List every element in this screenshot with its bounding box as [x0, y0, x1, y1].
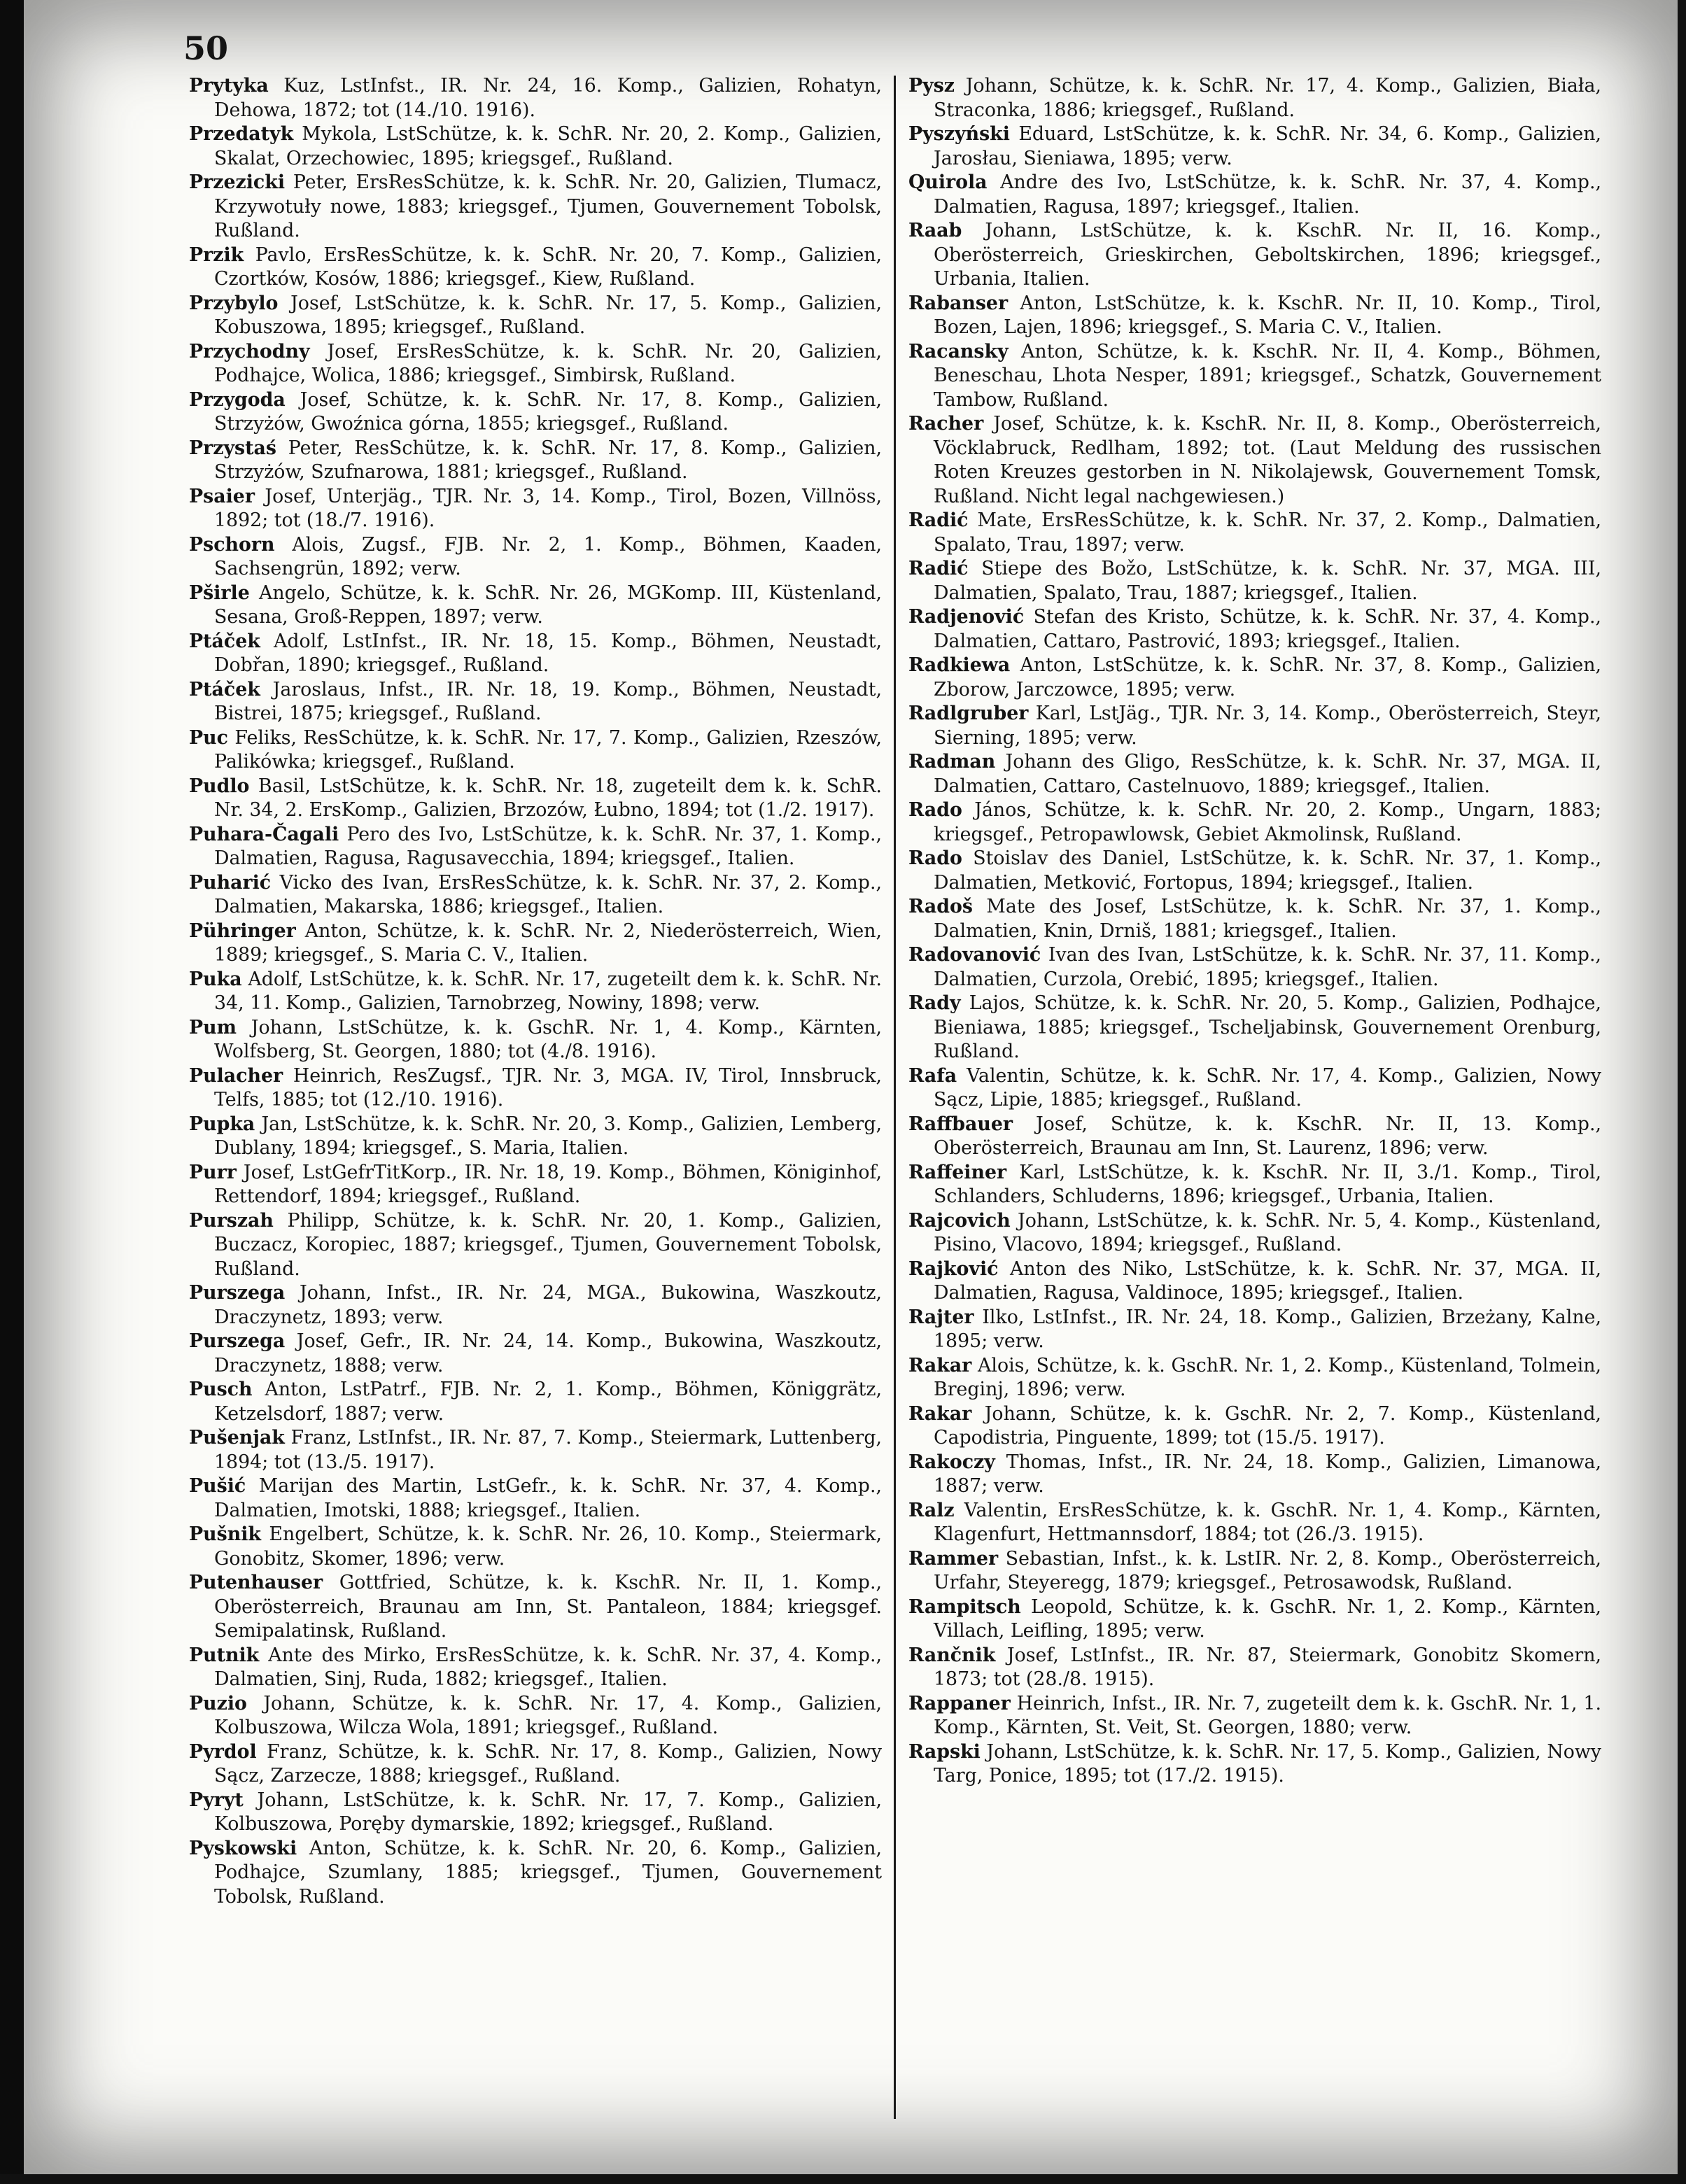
list-entry — [908, 1402, 1601, 1451]
entry-details: Johann des Gligo, ResSchütze, k. k. SchR. Nr. 37, MGA. II, Dalmatien, Cattaro, Castelnuovo, 1889; kriegsgef., Italien. — [934, 751, 1601, 797]
entry-surname: Pušić — [189, 1475, 246, 1497]
entry-details: Gottfried, Schütze, k. k. KschR. Nr. II, 1. Komp., Oberösterreich, Braunau am Inn, St. Pantaleon, 1884; kriegsgef. Semipalatinsk, Rußland. — [214, 1572, 882, 1642]
entry-details: Johann, LstSchütze, k. k. SchR. Nr. 17, 5. Komp., Galizien, Nowy Targ, Ponice, 1895; tot (17./2. 1915). — [934, 1740, 1601, 1787]
entry-details: Stefan des Kristo, Schütze, k. k. SchR. Nr. 37, 4. Komp., Dalmatien, Cattaro, Pastrović, 1893; kriegsgef., Italien. — [934, 606, 1601, 652]
entry-details: Marijan des Martin, LstGefr., k. k. SchR. Nr. 37, 4. Komp., Dalmatien, Imotski, 1888; kriegsgef., Italien. — [214, 1475, 882, 1521]
entry-surname: Rady — [908, 992, 961, 1014]
list-entry — [908, 1209, 1601, 1257]
entry-details: Kuz, LstInfst., IR. Nr. 24, 16. Komp., Galizien, Rohatyn, Dehowa, 1872; tot (14./10. 1916). — [214, 75, 882, 121]
entry-surname: Radman — [908, 751, 996, 773]
entry-surname: Ralz — [908, 1499, 955, 1521]
list-entry — [189, 582, 882, 630]
list-entry — [189, 726, 882, 775]
list-entry — [908, 412, 1601, 509]
entry-surname: Rammer — [908, 1547, 999, 1570]
list-entry — [189, 871, 882, 920]
list-entry — [189, 485, 882, 533]
entry-details: Heinrich, ResZugsf., TJR. Nr. 3, MGA. IV, Tirol, Innsbruck, Telfs, 1885; tot (12./10. 1916). — [214, 1064, 882, 1111]
list-entry — [189, 1281, 882, 1330]
list-entry — [189, 678, 882, 726]
entry-details: Anton, LstPatrf., FJB. Nr. 2, 1. Komp., Böhmen, Königgrätz, Ketzelsdorf, 1887; verw. — [214, 1379, 882, 1425]
entry-surname: Radić — [908, 509, 969, 531]
list-entry — [908, 1644, 1601, 1692]
list-entry — [189, 437, 882, 485]
right-column — [908, 74, 1601, 1789]
entry-details: Josef, Gefr., IR. Nr. 24, 14. Komp., Bukowina, Waszkoutz, Draczynetz, 1888; verw. — [214, 1330, 882, 1376]
entry-details: Josef, Schütze, k. k. KschR. Nr. II, 13. Komp., Oberösterreich, Braunau am Inn, St. Laurenz, 1896; verw. — [934, 1113, 1601, 1159]
entry-surname: Rapski — [908, 1740, 981, 1763]
list-entry — [189, 968, 882, 1016]
entry-surname: Rajković — [908, 1257, 999, 1280]
entry-surname: Ptáček — [189, 630, 260, 652]
entry-surname: Pyszyński — [908, 123, 1010, 145]
entry-details: Philipp, Schütze, k. k. SchR. Nr. 20, 1. Komp., Galizien, Buczacz, Koropiec, 1887; kriegsgef., Tjumen, Gouvernement Tobolsk, Rußland. — [214, 1209, 882, 1280]
entry-surname: Rajter — [908, 1306, 974, 1328]
list-entry — [908, 702, 1601, 750]
entry-details: Leopold, Schütze, k. k. GschR. Nr. 1, 2. Komp., Kärnten, Villach, Leifling, 1895; verw. — [934, 1595, 1601, 1642]
entry-details: Johann, Infst., IR. Nr. 24, MGA., Bukowina, Waszkoutz, Draczynetz, 1893; verw. — [214, 1282, 882, 1328]
entry-details: Alois, Schütze, k. k. GschR. Nr. 1, 2. Komp., Küstenland, Tolmein, Breginj, 1896; verw. — [934, 1354, 1601, 1400]
left-column — [189, 74, 882, 1909]
entry-details: Josef, LstInfst., IR. Nr. 87, Steiermark, Gonobitz Skomern, 1873; tot (28./8. 1915). — [934, 1644, 1601, 1690]
entry-surname: Purszah — [189, 1209, 274, 1232]
list-entry — [908, 1740, 1601, 1789]
entry-details: Mate des Josef, LstSchütze, k. k. SchR. Nr. 37, 1. Komp., Dalmatien, Knin, Drniš, 1881; kriegsgef., Italien. — [934, 896, 1601, 942]
entry-details: Sebastian, Infst., k. k. LstIR. Nr. 2, 8. Komp., Oberösterreich, Urfahr, Steyeregg, 1879; kriegsgef., Petrosawodsk, Rußland. — [934, 1547, 1601, 1593]
entry-surname: Przezicki — [189, 171, 285, 193]
entry-surname: Rabanser — [908, 292, 1009, 314]
scan-edge-left — [0, 0, 24, 2184]
entry-surname: Puka — [189, 968, 242, 990]
entry-surname: Rakar — [908, 1402, 972, 1425]
entry-surname: Rakoczy — [908, 1451, 995, 1473]
entry-details: Franz, LstInfst., IR. Nr. 87, 7. Komp., Steiermark, Luttenberg, 1894; tot (13./5. 1917). — [214, 1427, 882, 1473]
entry-details: Peter, ResSchütze, k. k. SchR. Nr. 17, 8. Komp., Galizien, Strzyżów, Szufnarowa, 1881; kriegsgef., Rußland. — [214, 437, 882, 483]
entry-surname: Psaier — [189, 485, 255, 507]
entry-details: Stiepe des Božo, LstSchütze, k. k. SchR. Nr. 37, MGA. III, Dalmatien, Spalato, Trau, 1887; kriegsgef., Italien. — [934, 558, 1601, 604]
list-entry — [908, 122, 1601, 171]
entry-surname: Pum — [189, 1016, 237, 1038]
entry-details: Josef, Unterjäg., TJR. Nr. 3, 14. Komp., Tirol, Bozen, Villnöss, 1892; tot (18./7. 1916). — [214, 485, 882, 531]
entry-surname: Puhara-Čagali — [189, 823, 339, 845]
list-entry — [189, 292, 882, 340]
list-entry — [189, 1330, 882, 1378]
entry-surname: Pušnik — [189, 1523, 261, 1545]
list-entry — [189, 1426, 882, 1474]
entry-surname: Przik — [189, 244, 244, 266]
entry-details: Johann, LstSchütze, k. k. KschR. Nr. II, 16. Komp., Oberösterreich, Grieskirchen, Geboltskirchen, 1896; kriegsgef., Urbania, Italien. — [934, 220, 1601, 290]
entry-details: Angelo, Schütze, k. k. SchR. Nr. 26, MGKomp. III, Küstenland, Sesana, Groß-Reppen, 1897; verw. — [214, 582, 882, 628]
entry-surname: Putnik — [189, 1644, 260, 1666]
entry-details: Anton, LstSchütze, k. k. KschR. Nr. II, 10. Komp., Tirol, Bozen, Lajen, 1896; kriegsgef., S. Maria C. V., Italien. — [934, 292, 1601, 338]
entry-surname: Pusch — [189, 1379, 253, 1400]
entry-details: Ante des Mirko, ErsResSchütze, k. k. SchR. Nr. 37, 4. Komp., Dalmatien, Sinj, Ruda, 1882; kriegsgef., Italien. — [214, 1644, 882, 1690]
scan-edge-right — [1678, 0, 1686, 2184]
entry-surname: Radoš — [908, 896, 973, 917]
entry-surname: Przychodny — [189, 340, 310, 362]
list-entry — [908, 1547, 1601, 1595]
entry-surname: Prytyka — [189, 75, 269, 97]
list-entry — [189, 1740, 882, 1789]
entry-surname: Przystaś — [189, 437, 276, 459]
entry-surname: Pširle — [189, 582, 250, 604]
list-entry — [908, 171, 1601, 219]
list-entry — [908, 1451, 1601, 1499]
entry-surname: Pupka — [189, 1113, 255, 1135]
list-entry — [908, 1595, 1601, 1644]
list-entry — [908, 557, 1601, 605]
entry-details: Vicko des Ivan, ErsResSchütze, k. k. SchR. Nr. 37, 2. Komp., Dalmatien, Makarska, 1886; kriegsgef., Italien. — [214, 871, 882, 917]
entry-surname: Puzio — [189, 1692, 247, 1714]
list-entry — [189, 1474, 882, 1523]
list-entry — [189, 920, 882, 968]
entry-surname: Rappaner — [908, 1692, 1011, 1714]
list-entry — [189, 630, 882, 678]
entry-details: Feliks, ResSchütze, k. k. SchR. Nr. 17, 7. Komp., Galizien, Rzeszów, Palikówka; kriegsgef., Rußland. — [214, 726, 882, 773]
entry-details: Pero des Ivo, LstSchütze, k. k. SchR. Nr. 37, 1. Komp., Dalmatien, Ragusa, Ragusavecchia, 1894; kriegsgef., Italien. — [214, 823, 882, 869]
scan-edge-bottom — [0, 2174, 1686, 2184]
entry-surname: Rakar — [908, 1354, 972, 1376]
entry-details: Stoislav des Daniel, LstSchütze, k. k. SchR. Nr. 37, 1. Komp., Dalmatien, Metković, Fortopus, 1894; kriegsgef., Italien. — [934, 847, 1601, 894]
entry-surname: Purr — [189, 1161, 237, 1183]
entry-details: Engelbert, Schütze, k. k. SchR. Nr. 26, 10. Komp., Steiermark, Gonobitz, Skomer, 1896; verw. — [214, 1523, 882, 1570]
entry-surname: Pyrdol — [189, 1740, 257, 1763]
entry-details: Pavlo, ErsResSchütze, k. k. SchR. Nr. 20, 7. Komp., Galizien, Czortków, Kosów, 1886; kriegsgef., Kiew, Rußland. — [214, 244, 882, 290]
entry-surname: Rado — [908, 847, 962, 869]
entry-details: Johann, LstSchütze, k. k. GschR. Nr. 1, 4. Komp., Kärnten, Wolfsberg, St. Georgen, 1880; tot (4./8. 1916). — [214, 1016, 882, 1062]
entry-surname: Przybylo — [189, 292, 279, 314]
list-entry — [908, 605, 1601, 654]
list-entry — [189, 533, 882, 582]
entry-details: Karl, LstSchütze, k. k. KschR. Nr. II, 3./1. Komp., Tirol, Schlanders, Schluderns, 1896; kriegsgef., Urbania, Italien. — [934, 1161, 1601, 1207]
list-entry — [908, 1306, 1601, 1354]
entry-details: Johann, Schütze, k. k. GschR. Nr. 2, 7. Komp., Küstenland, Capodistria, Pinguente, 1899; tot (15./5. 1917). — [934, 1402, 1601, 1449]
list-entry — [908, 1499, 1601, 1547]
entry-details: Karl, LstJäg., TJR. Nr. 3, 14. Komp., Oberösterreich, Steyr, Sierning, 1895; verw. — [934, 703, 1601, 749]
list-entry — [908, 1113, 1601, 1161]
entry-details: Adolf, LstSchütze, k. k. SchR. Nr. 17, zugeteilt dem k. k. SchR. Nr. 34, 11. Komp., Galizien, Tarnobrzeg, Nowiny, 1898; verw. — [214, 968, 882, 1014]
entry-surname: Puharić — [189, 871, 272, 894]
entry-surname: Rajcovich — [908, 1209, 1011, 1232]
entry-details: Thomas, Infst., IR. Nr. 24, 18. Komp., Galizien, Limanowa, 1887; verw. — [934, 1451, 1601, 1497]
list-entry — [189, 122, 882, 171]
list-entry — [189, 1064, 882, 1113]
list-entry — [908, 943, 1601, 992]
entry-surname: Przedatyk — [189, 123, 294, 145]
list-entry — [908, 509, 1601, 557]
entry-surname: Radlgruber — [908, 703, 1029, 724]
entry-details: Josef, ErsResSchütze, k. k. SchR. Nr. 20, Galizien, Podhajce, Wolica, 1886; kriegsgef., Simbirsk, Rußland. — [214, 340, 882, 386]
list-entry — [908, 1257, 1601, 1306]
entry-surname: Rančnik — [908, 1644, 996, 1666]
entry-surname: Putenhauser — [189, 1572, 323, 1593]
entry-details: Johann, Schütze, k. k. SchR. Nr. 17, 4. Komp., Galizien, Kolbuszowa, Wilcza Wola, 1891; kriegsgef., Rußland. — [214, 1692, 882, 1738]
entry-details: Josef, LstGefrTitKorp., IR. Nr. 18, 19. Komp., Böhmen, Königinhof, Rettendorf, 1894; kriegsgef., Rußland. — [214, 1161, 882, 1207]
entry-details: Eduard, LstSchütze, k. k. SchR. Nr. 34, 6. Komp., Galizien, Jarosłau, Sieniawa, 1895; verw. — [934, 123, 1601, 169]
entry-details: Lajos, Schütze, k. k. SchR. Nr. 20, 5. Komp., Galizien, Podhajce, Bieniawa, 1885; kriegsgef., Tscheljabinsk, Gouvernement Orenburg, Rußland. — [934, 992, 1601, 1062]
entry-details: Josef, Schütze, k. k. KschR. Nr. II, 8. Komp., Oberösterreich, Vöcklabruck, Redlham, 1892; tot. (Laut Meldung des russischen Roten Kreuzes gestorben in N. Nikolajewsk, Gouvernement Tomsk, Rußland. Nicht legal nachgewiesen.) — [934, 413, 1601, 507]
list-entry — [189, 340, 882, 388]
entry-details: Franz, Schütze, k. k. SchR. Nr. 17, 8. Komp., Galizien, Nowy Sącz, Zarzecze, 1888; kriegsgef., Rußland. — [214, 1740, 882, 1787]
list-entry — [189, 1016, 882, 1064]
entry-surname: Purszega — [189, 1282, 286, 1304]
list-entry — [189, 823, 882, 871]
list-entry — [908, 340, 1601, 413]
entry-surname: Pudlo — [189, 775, 250, 797]
list-entry — [189, 775, 882, 823]
entry-details: Heinrich, Infst., IR. Nr. 7, zugeteilt dem k. k. GschR. Nr. 1, 1. Komp., Kärnten, St. Veit, St. Georgen, 1880; verw. — [934, 1692, 1601, 1738]
entry-details: Anton des Niko, LstSchütze, k. k. SchR. Nr. 37, MGA. II, Dalmatien, Ragusa, Valdinoce, 1895; kriegsgef., Italien. — [934, 1257, 1601, 1304]
list-entry — [908, 1064, 1601, 1113]
entry-surname: Purszega — [189, 1330, 286, 1352]
list-entry — [908, 750, 1601, 798]
list-entry — [189, 1837, 882, 1910]
list-entry — [908, 992, 1601, 1064]
list-entry — [908, 74, 1601, 122]
entry-surname: Rado — [908, 799, 962, 821]
list-entry — [908, 654, 1601, 702]
list-entry — [908, 1692, 1601, 1740]
entry-details: Valentin, Schütze, k. k. SchR. Nr. 17, 4. Komp., Galizien, Nowy Sącz, Lipie, 1885; kriegsgef., Rußland. — [934, 1064, 1601, 1111]
entry-details: Basil, LstSchütze, k. k. SchR. Nr. 18, zugeteilt dem k. k. SchR. Nr. 34, 2. ErsKomp., Galizien, Brzozów, Łubno, 1894; tot (1./2. 1917). — [214, 775, 882, 821]
entry-details: Adolf, LstInfst., IR. Nr. 18, 15. Komp., Böhmen, Neustadt, Dobřan, 1890; kriegsgef., Rußland. — [214, 630, 882, 676]
entry-details: Anton, Schütze, k. k. SchR. Nr. 2, Niederösterreich, Wien, 1889; kriegsgef., S. Maria C. V., Italien. — [214, 920, 882, 966]
entry-surname: Pušenjak — [189, 1427, 285, 1449]
entry-details: Peter, ErsResSchütze, k. k. SchR. Nr. 20, Galizien, Tlumacz, Krzywotuły nowe, 1883; kriegsgef., Tjumen, Gouvernement Tobolsk, Rußland. — [214, 171, 882, 241]
entry-surname: Pyskowski — [189, 1837, 297, 1859]
entry-surname: Przygoda — [189, 388, 286, 411]
list-entry — [908, 895, 1601, 943]
entry-details: Mykola, LstSchütze, k. k. SchR. Nr. 20, 2. Komp., Galizien, Skalat, Orzechowiec, 1895; kriegsgef., Rußland. — [214, 123, 882, 169]
entry-surname: Pysz — [908, 75, 955, 97]
entry-details: Ilko, LstInfst., IR. Nr. 24, 18. Komp., Galizien, Brzeżany, Kalne, 1895; verw. — [934, 1306, 1601, 1352]
entry-surname: Pulacher — [189, 1064, 283, 1087]
entry-surname: Raab — [908, 220, 962, 241]
entry-details: Jaroslaus, Infst., IR. Nr. 18, 19. Komp., Böhmen, Neustadt, Bistrei, 1875; kriegsgef., Rußland. — [214, 678, 882, 724]
entry-surname: Quirola — [908, 171, 988, 193]
list-entry — [189, 1523, 882, 1571]
entry-details: Valentin, ErsResSchütze, k. k. GschR. Nr. 1, 4. Komp., Kärnten, Klagenfurt, Hettmannsdorf, 1884; tot (26./3. 1915). — [934, 1499, 1601, 1545]
entry-details: Anton, LstSchütze, k. k. SchR. Nr. 37, 8. Komp., Galizien, Zborow, Jarczowce, 1895; verw. — [934, 654, 1601, 700]
entry-details: Josef, LstSchütze, k. k. SchR. Nr. 17, 5. Komp., Galizien, Kobuszowa, 1895; kriegsgef., Rußland. — [214, 292, 882, 338]
list-entry — [189, 171, 882, 244]
entry-details: Johann, LstSchütze, k. k. SchR. Nr. 17, 7. Komp., Galizien, Kolbuszowa, Poręby dymarskie, 1892; kriegsgef., Rußland. — [214, 1789, 882, 1835]
entry-surname: Ptáček — [189, 678, 260, 700]
list-entry — [189, 1113, 882, 1161]
list-entry — [189, 1161, 882, 1209]
entry-details: Alois, Zugsf., FJB. Nr. 2, 1. Komp., Böhmen, Kaaden, Sachsengrün, 1892; verw. — [214, 533, 882, 579]
entry-surname: Pühringer — [189, 920, 296, 942]
list-entry — [189, 388, 882, 437]
entry-surname: Rafa — [908, 1064, 957, 1087]
list-entry — [908, 292, 1601, 340]
entry-surname: Racansky — [908, 340, 1009, 362]
entry-surname: Pyryt — [189, 1789, 244, 1811]
entry-surname: Racher — [908, 413, 984, 435]
entry-details: Johann, Schütze, k. k. SchR. Nr. 17, 4. Komp., Galizien, Biała, Straconka, 1886; kriegsgef., Rußland. — [934, 75, 1601, 121]
entry-details: Anton, Schütze, k. k. SchR. Nr. 20, 6. Komp., Galizien, Podhajce, Szumlany, 1885; kriegsgef., Tjumen, Gouvernement Tobolsk, Rußland. — [214, 1837, 882, 1908]
list-entry — [908, 847, 1601, 895]
list-entry — [908, 219, 1601, 292]
entry-surname: Raffbauer — [908, 1113, 1013, 1135]
entry-surname: Radkiewa — [908, 654, 1011, 676]
entry-details: Ivan des Ivan, LstSchütze, k. k. SchR. Nr. 37, 11. Komp., Dalmatien, Curzola, Orebić, 1895; kriegsgef., Italien. — [934, 944, 1601, 990]
entry-surname: Radjenović — [908, 606, 1025, 628]
list-entry — [908, 798, 1601, 847]
list-entry — [189, 1209, 882, 1282]
entry-details: Josef, Schütze, k. k. SchR. Nr. 17, 8. Komp., Galizien, Strzyżów, Gwoźnica górna, 1855; kriegsgef., Rußland. — [214, 388, 882, 435]
entry-surname: Rampitsch — [908, 1595, 1021, 1618]
entry-details: Andre des Ivo, LstSchütze, k. k. SchR. Nr. 37, 4. Komp., Dalmatien, Ragusa, 1897; kriegsgef., Italien. — [934, 171, 1601, 218]
entry-surname: Pschorn — [189, 533, 275, 556]
entry-surname: Radovanović — [908, 944, 1041, 966]
entry-details: János, Schütze, k. k. SchR. Nr. 20, 2. Komp., Ungarn, 1883; kriegsgef., Petropawlowsk, Gebiet Akmolinsk, Rußland. — [934, 799, 1601, 845]
page-number: 50 — [183, 29, 229, 67]
entry-surname: Raffeiner — [908, 1161, 1007, 1183]
list-entry — [189, 1789, 882, 1837]
list-entry — [189, 1571, 882, 1644]
entry-surname: Puc — [189, 726, 228, 749]
list-entry — [189, 1378, 882, 1426]
column-divider — [894, 76, 896, 2119]
list-entry — [189, 1692, 882, 1740]
entry-details: Jan, LstSchütze, k. k. SchR. Nr. 20, 3. Komp., Galizien, Lemberg, Dublany, 1894; kriegsgef., S. Maria, Italien. — [214, 1113, 882, 1159]
entry-surname: Radić — [908, 558, 969, 579]
entry-details: Mate, ErsResSchütze, k. k. SchR. Nr. 37, 2. Komp., Dalmatien, Spalato, Trau, 1897; verw. — [934, 509, 1601, 556]
entry-details: Johann, LstSchütze, k. k. SchR. Nr. 5, 4. Komp., Küstenland, Pisino, Vlacovo, 1894; kriegsgef., Rußland. — [934, 1209, 1601, 1255]
list-entry — [189, 74, 882, 122]
list-entry — [189, 244, 882, 292]
list-entry — [908, 1354, 1601, 1402]
list-entry — [189, 1644, 882, 1692]
entry-details: Anton, Schütze, k. k. KschR. Nr. II, 4. Komp., Böhmen, Beneschau, Lhota Nesper, 1891; kriegsgef., Schatzk, Gouvernement Tambow, Rußland. — [934, 340, 1601, 411]
list-entry — [908, 1161, 1601, 1209]
